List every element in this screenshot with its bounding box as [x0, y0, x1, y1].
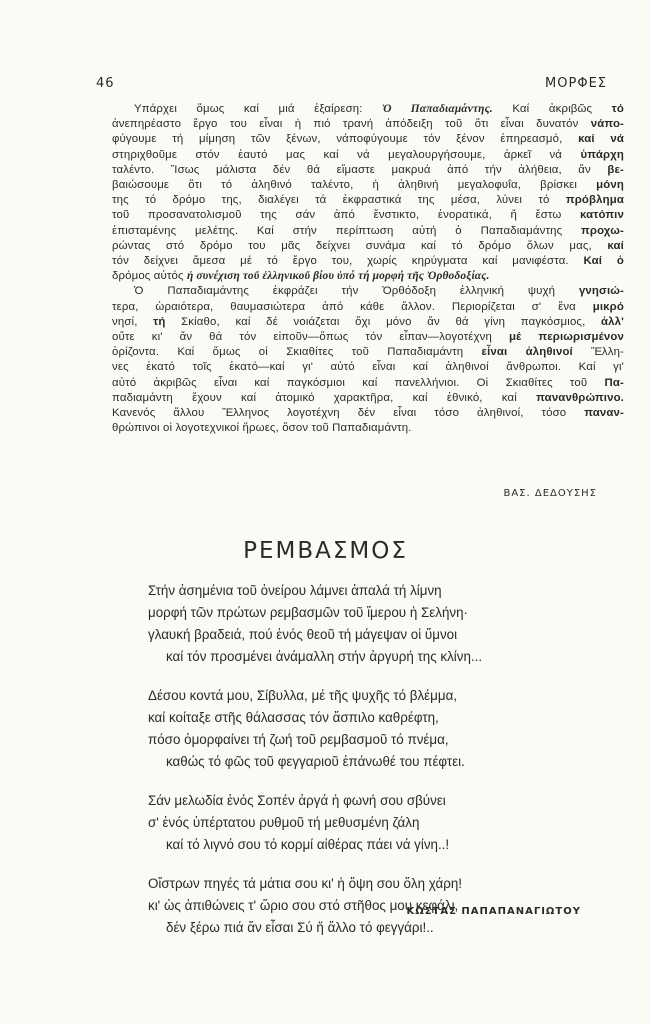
essay-line [112, 269, 624, 284]
page-number: 46 [96, 76, 115, 91]
essay-line [112, 193, 624, 208]
essay-segment: φύγουμε τή μίμηση τῶν ξένων, νάποφύγουμε τόν ξένον ἐπηρεασμό, [112, 133, 579, 146]
essay-segment: γνησιώ- [578, 285, 624, 298]
essay-segment: κατόπιν [580, 209, 624, 222]
poem-line: γλαυκή βραδειά, πού ἑνός θεοῦ τή μάγεψαν οἱ ὕμνοι [148, 627, 458, 642]
essay-line [112, 117, 624, 132]
essay-segment: τοῦ προσανατολισμοῦ της σάν ἀπό ἔνστικτο, ἐνορατικά, ἤ ἔστω [112, 209, 581, 222]
essay-line [112, 224, 624, 239]
essay-segment: προχω- [581, 224, 624, 237]
essay-segment: Ὁ Παπαδιαμάντης. [382, 103, 493, 115]
poem-line: δέν ξέρω πιά ἄν εἶσαι Σύ ἤ ἄλλο τό φεγγάρι!.. [166, 920, 434, 935]
essay-line [112, 163, 624, 178]
poem-line: καί τόν προσμένει ἀνάμαλλη στήν ἀργυρή της κλίνη... [166, 649, 483, 664]
essay-line [112, 284, 624, 299]
essay-segment: στηριχθοῦμε στόν ἑαυτό μας καί νά μεγαλουργήσουμε, ἀρκεῖ νά [112, 148, 581, 161]
essay-segment: μέ περιωρισμένον [508, 331, 624, 344]
essay-line [112, 315, 624, 330]
essay-segment: θρώπινοι οἱ λογοτεχνικοί ἥρωες, ὅσον τοῦ Παπαδιαμάντη. [112, 422, 412, 435]
essay-segment: τερα, ὡραιότερα, θαυμασιώτερα ἀπό κάθε ἄλλον. Περιορίζεται σ' ἕνα [112, 300, 593, 313]
essay-segment: τόν δείχνει ἄμεσα μέ τό ἔργο του, χωρίς κηρύγματα καί μανιφέστα. [112, 255, 584, 268]
journal-title: ΜΟΡΦΕΣ [545, 76, 607, 91]
poem-line: καί κοίταξε στῆς θάλασσας τόν ἄσπιλο καθρέφτη, [148, 710, 439, 725]
poem-line: Στήν ἀσημένια τοῦ ὀνείρου λάμνει ἁπαλά τή λίμνη [148, 583, 442, 598]
essay-line [112, 345, 624, 360]
poem-body [148, 580, 608, 956]
essay-segment: Υπάρχει ὅμως καί μιά ἐξαίρεση: [134, 103, 383, 115]
essay-segment: βε- [607, 163, 624, 176]
essay-segment: νησί, [112, 315, 154, 328]
poem-line: Δέσου κοντά μου, Σίβυλλα, μέ τῆς ψυχῆς τό βλέμμα, [148, 688, 458, 703]
essay-segment: καί [607, 239, 624, 252]
essay-segment: οὔτε κι' ἄν θά τόν εἰποῦν—ὅπως τόν εἶπαν—λογοτέχνη [112, 331, 509, 344]
essay-line [112, 102, 624, 117]
essay-segment: Σκίαθο, καί δέ νοιάζεται ὄχι μόνο ἄν θά γίνη παγκόσμιος, [165, 315, 602, 328]
essay-text [112, 102, 624, 436]
poem-line: Οἴστρων πηγές τά μάτια σου κι' ἡ ὄψη σου ὅλη χάρη! [148, 876, 462, 891]
essay-line [112, 132, 624, 147]
essay-segment: αὐτό ἀκριβῶς εἶναι καί παγκόσμιοι καί πανελλήνιοι. Οἱ Σκιαθίτες τοῦ [112, 376, 605, 389]
essay-line [112, 330, 624, 345]
essay-segment: ἀλλ' [601, 315, 624, 328]
essay-segment: ἀνεπηρέαστο ἔργο του εἶναι ἡ πιό τρανή ἀπόδειξη τοῦ ὅτι εἶναι δυνατόν [112, 118, 591, 131]
essay-line [112, 254, 624, 269]
poem-title: ΡΕΜΒΑΣΜΟΣ [243, 538, 408, 564]
essay-segment: ἐπισταμένης μελέτης. Καί στήν περίπτωση αὐτή ὁ Παπαδιαμάντης [112, 224, 582, 237]
essay-segment: ρώντας στό δρόμο του μᾶς δείχνει συνάμα καί τό δρόμο ὅλων μας, [112, 239, 608, 252]
poem-stanza [148, 685, 608, 773]
poem-line: μορφή τῶν πρώτων ρεμβασμῶν τοῦ ἵμερου ἡ Σελήνη· [148, 605, 468, 620]
essay-segment: δρόμος αὐτός [112, 270, 187, 283]
essay-segment: βαιώσουμε ὅτι τό ἀληθινό ταλέντο, ἡ ἀληθινή μεγαλοφυΐα, βρίσκει [112, 179, 597, 192]
essay-line [112, 406, 624, 421]
essay-line [112, 148, 624, 163]
essay-segment: της τό δρόμο της, διαλέγει τά ἐκφραστικά της μέσα, λύνει τό [112, 194, 566, 207]
essay-line [112, 300, 624, 315]
poem-line: καί τό λιγνό σου τό κορμί αἰθέρας πάει νά γίνη..! [166, 837, 450, 852]
essay-segment: Καί ὁ [583, 255, 624, 268]
essay-segment: μόνη [596, 179, 624, 192]
essay-segment: Καί ἀκριβῶς [492, 103, 612, 115]
essay-line [112, 391, 624, 406]
essay-segment: νάπο- [590, 118, 624, 131]
essay-signature: ΒΑΣ. ΔΕΔΟΥΣΗΣ [503, 488, 597, 499]
essay-line [112, 376, 624, 391]
essay-line [112, 421, 624, 436]
poem-stanza [148, 580, 608, 668]
essay-segment: τή [153, 315, 166, 328]
essay-segment: παδιαμάντη ἔχουν καί ἀτομικό χαρακτῆρα, καί ἐθνικό, καί [112, 391, 537, 404]
poem-line: καθώς τό φῶς τοῦ φεγγαριοῦ ἐπάνωθέ του πέφτει. [166, 754, 465, 769]
essay-segment: ἡ συνέχιση τοῦ ἑλληνικοῦ βίου ὑπό τή μορφή τῆς Ὀρθοδοξίας. [186, 270, 490, 283]
essay-segment: Ἕλλη- [572, 346, 624, 359]
poem-line: Σάν μελωδία ἑνός Σοπέν ἀργά ἡ φωνή σου σβύνει [148, 793, 446, 808]
essay-segment: τό [611, 103, 624, 115]
essay-segment: νες ἑκατό τοῖς ἑκατό—καί γι' αὐτό εἶναι καί ἀληθινοί ἄνθρωποι. Καί γι' [112, 361, 624, 374]
essay-segment: ὑπάρχη [580, 148, 624, 161]
poem-signature: ΚΩΣΤΑΣ ΠΑΠΑΠΑΝΑΓΙΩΤΟΥ [406, 906, 581, 917]
essay-segment: εἶναι ἀληθινοί [481, 346, 573, 359]
essay-line [112, 178, 624, 193]
essay-segment: Κανενός ἄλλου Ἕλληνος λογοτέχνη δέν εἶναι τόσο ἀληθινοί, τόσο [112, 407, 585, 420]
essay-segment: Ὁ Παπαδιαμάντης ἐκφράζει τήν Ὀρθόδοξη ἑλληνική ψυχή [134, 285, 579, 298]
essay-line [112, 360, 624, 375]
essay-segment: ὁρίζοντα. Καί ὅμως οἱ Σκιαθίτες τοῦ Παπαδιαμάντη [112, 346, 482, 359]
essay-segment: παναν- [584, 407, 624, 420]
essay-segment: καί νά [578, 133, 624, 146]
essay-line [112, 208, 624, 223]
essay-segment: μικρό [592, 300, 624, 313]
essay-line [112, 239, 624, 254]
poem-line: κι' ὡς ἀπιθώνεις τ' ὥριο σου στό στῆθος μου κεφάλι, [148, 898, 459, 913]
essay-segment: πρόβλημα [565, 194, 624, 207]
page-header [96, 76, 607, 91]
essay-segment: ταλέντο. Ἴσως μάλιστα δέν θά εἴμαστε μακρυά ἀπό τήν ἀλήθεια, ἄν [112, 163, 608, 176]
essay-segment: Πα- [604, 376, 624, 389]
essay-segment: πανανθρώπινο. [536, 391, 624, 404]
poem-stanza [148, 790, 608, 856]
poem-line: σ' ἑνός ὑπέρτατου ρυθμοῦ τή μεθυσμένη ζάλη [148, 815, 420, 830]
poem-line: πόσο ὀμορφαίνει τή ζωή τοῦ ρεμβασμοῦ τό πνέμα, [148, 732, 449, 747]
